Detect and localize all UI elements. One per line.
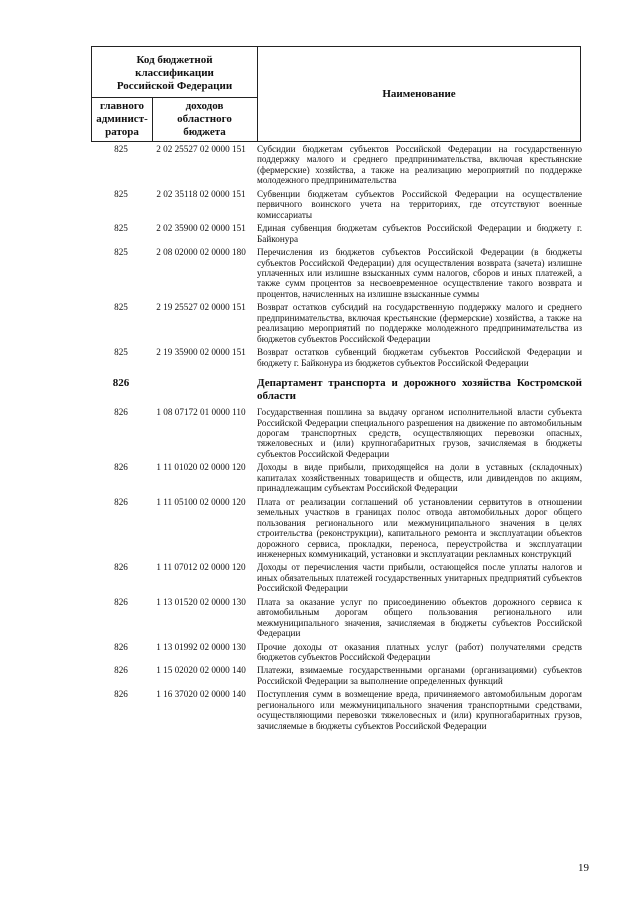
table-row xyxy=(91,562,591,593)
cell-income-code: 1 11 01020 02 0000 120 xyxy=(156,462,246,473)
cell-admin-code: 826 xyxy=(114,407,128,418)
header-col-income-line: бюджета xyxy=(183,126,226,138)
cell-admin-code: 826 xyxy=(114,689,128,700)
section-row xyxy=(91,377,591,403)
header-col-admin xyxy=(92,100,152,139)
cell-income-code: 2 02 25527 02 0000 151 xyxy=(156,144,246,154)
cell-income-code: 1 11 05100 02 0000 120 xyxy=(156,496,246,507)
table-row xyxy=(91,223,591,244)
table-header xyxy=(91,46,581,142)
cell-admin-code: 826 xyxy=(114,641,128,652)
header-col-income-line: доходов xyxy=(185,100,224,112)
cell-admin-code: 826 xyxy=(112,377,130,390)
cell-income-code: 2 02 35118 02 0000 151 xyxy=(156,188,246,199)
cell-name: Поступления сумм в возмещение вреда, причиняемого автомобильным дорогам регионального или межмуниципального значения транспортными средствами, осуществляющими перевозки тяжеловесных и (или) крупногабаритных грузов, зачисляемые в бюджеты субъектов Российской Федерации xyxy=(257,689,582,731)
cell-income-code: 2 19 25527 02 0000 151 xyxy=(156,302,246,313)
cell-income-code: 2 19 35900 02 0000 151 xyxy=(156,347,246,358)
header-group-line: Код бюджетной xyxy=(136,54,213,66)
header-group-line: Российской Федерации xyxy=(116,80,233,92)
table-row xyxy=(91,597,591,639)
cell-admin-code: 826 xyxy=(114,596,128,607)
table-body xyxy=(91,144,591,734)
header-col-income xyxy=(152,100,257,139)
cell-name: Субвенции бюджетам субъектов Российской Федерации на осуществление первичного воинского учета на территориях, где отсутствуют военные комиссариаты xyxy=(257,188,582,220)
table-row xyxy=(91,247,591,299)
cell-income-code: 1 08 07172 01 0000 110 xyxy=(156,407,246,418)
cell-admin-code: 826 xyxy=(114,496,128,507)
header-col-income-line: областного xyxy=(177,113,232,125)
header-group-line: классификации xyxy=(135,67,214,79)
cell-income-code: 1 15 02020 02 0000 140 xyxy=(156,665,246,676)
table-row xyxy=(91,462,591,493)
cell-name: Доходы в виде прибыли, приходящейся на доли в уставных (складочных) капиталах хозяйственных товариществ и обществ, или дивидендов по акциям, принадлежащим субъектам Российской Федерации xyxy=(257,462,582,494)
cell-name: Возврат остатков субвенций бюджетам субъектов Российской Федерации и бюджету г. Байконура из бюджетов субъектов Российской Федерации xyxy=(257,347,582,368)
cell-name: Субсидии бюджетам субъектов Российской Федерации на государственную поддержку малого и среднего предпринимательства, включая крестьянские (фермерские) хозяйства, а также на реализацию мероприятий по поддержке молодежного предпринимательства xyxy=(257,144,582,186)
cell-income-code: 2 02 35900 02 0000 151 xyxy=(156,223,246,234)
header-divider-horizontal xyxy=(92,97,257,98)
table-row xyxy=(91,689,591,731)
cell-income-code: 1 11 07012 02 0000 120 xyxy=(156,562,246,573)
table-row xyxy=(91,144,591,186)
cell-income-code: 1 16 37020 02 0000 140 xyxy=(156,689,246,700)
table-row xyxy=(91,347,591,368)
cell-admin-code: 825 xyxy=(114,223,128,234)
cell-income-code: 1 13 01992 02 0000 130 xyxy=(156,641,246,652)
table-row xyxy=(91,407,591,459)
table-row xyxy=(91,302,591,344)
cell-name: Единая субвенция бюджетам субъектов Российской Федерации и бюджету г. Байконура xyxy=(257,223,582,244)
cell-admin-code: 825 xyxy=(114,144,128,154)
header-group-budget-code xyxy=(92,54,257,93)
cell-admin-code: 826 xyxy=(114,665,128,676)
cell-name: Перечисления из бюджетов субъектов Российской Федерации (в бюджеты субъектов Российской Федерации) для осуществления возврата (зачета) излишне уплаченных или излишне взысканных сумм налогов, сборов и иных платежей, а также сумм процентов за несвоевременное осуществление такого возврата и процентов, начисленных на излишне взысканные суммы xyxy=(257,247,582,299)
header-col-admin-line: главного xyxy=(99,100,145,112)
cell-admin-code: 825 xyxy=(114,188,128,199)
cell-admin-code: 825 xyxy=(114,247,128,258)
cell-income-code: 1 13 01520 02 0000 130 xyxy=(156,596,246,607)
cell-name: Прочие доходы от оказания платных услуг (работ) получателями средств бюджетов субъектов Российской Федерации xyxy=(257,641,582,663)
cell-admin-code: 825 xyxy=(114,302,128,313)
page-number: 19 xyxy=(578,862,589,874)
cell-name: Плата за оказание услуг по присоединению объектов дорожного сервиса к автомобильным дорогам общего пользования регионального или межмуниципального значения, зачисляемая в бюджеты субъектов Российской Федерации xyxy=(257,596,582,639)
header-col-admin-line: админист- xyxy=(96,113,148,125)
cell-admin-code: 826 xyxy=(114,562,128,573)
cell-name: Платежи, взимаемые государственными органами (организациями) субъектов Российской Федерации за выполнение определенных функций xyxy=(257,665,582,686)
table-row xyxy=(91,189,591,220)
cell-admin-code: 826 xyxy=(114,462,128,473)
table-row xyxy=(91,665,591,686)
section-title: Департамент транспорта и дорожного хозяйства Костромской области xyxy=(257,377,582,403)
cell-name: Доходы от перечисления части прибыли, остающейся после уплаты налогов и иных обязательных платежей государственных унитарных предприятий субъектов Российской Федерации xyxy=(257,562,582,594)
header-col-admin-line: ратора xyxy=(105,126,139,138)
cell-name: Государственная пошлина за выдачу органом исполнительной власти субъекта Российской Федерации специального разрешения на движение по автомобильным дорогам транспортных средств, осуществляющих перевозки опасных, тяжеловесных и (или) крупногабаритных грузов, зачисляемая в бюджеты субъектов Российской Федерации xyxy=(257,407,582,459)
cell-name: Возврат остатков субсидий на государственную поддержку малого и среднего предпринимательства, включая крестьянские (фермерские) хозяйства, а также на реализацию мероприятий по поддержке молодежного предпринимательства из бюджетов субъектов Российской Федерации xyxy=(257,302,582,344)
cell-admin-code: 825 xyxy=(114,347,128,358)
header-col-name: Наименование xyxy=(382,88,456,100)
cell-income-code: 2 08 02000 02 0000 180 xyxy=(156,247,246,258)
table-row xyxy=(91,497,591,560)
cell-name: Плата от реализации соглашений об установлении сервитутов в отношении земельных участков в границах полос отвода автомобильных дорог общего пользования регионального или межмуниципального значения в целях строительства (реконструкции), капитального ремонта и эксплуатации объектов дорожного сервиса, прокладки, переноса, переустройства и эксплуатации инженерных коммуникаций, установки и эксплуатации рекламных конструкций xyxy=(257,496,582,559)
table-row xyxy=(91,642,591,663)
